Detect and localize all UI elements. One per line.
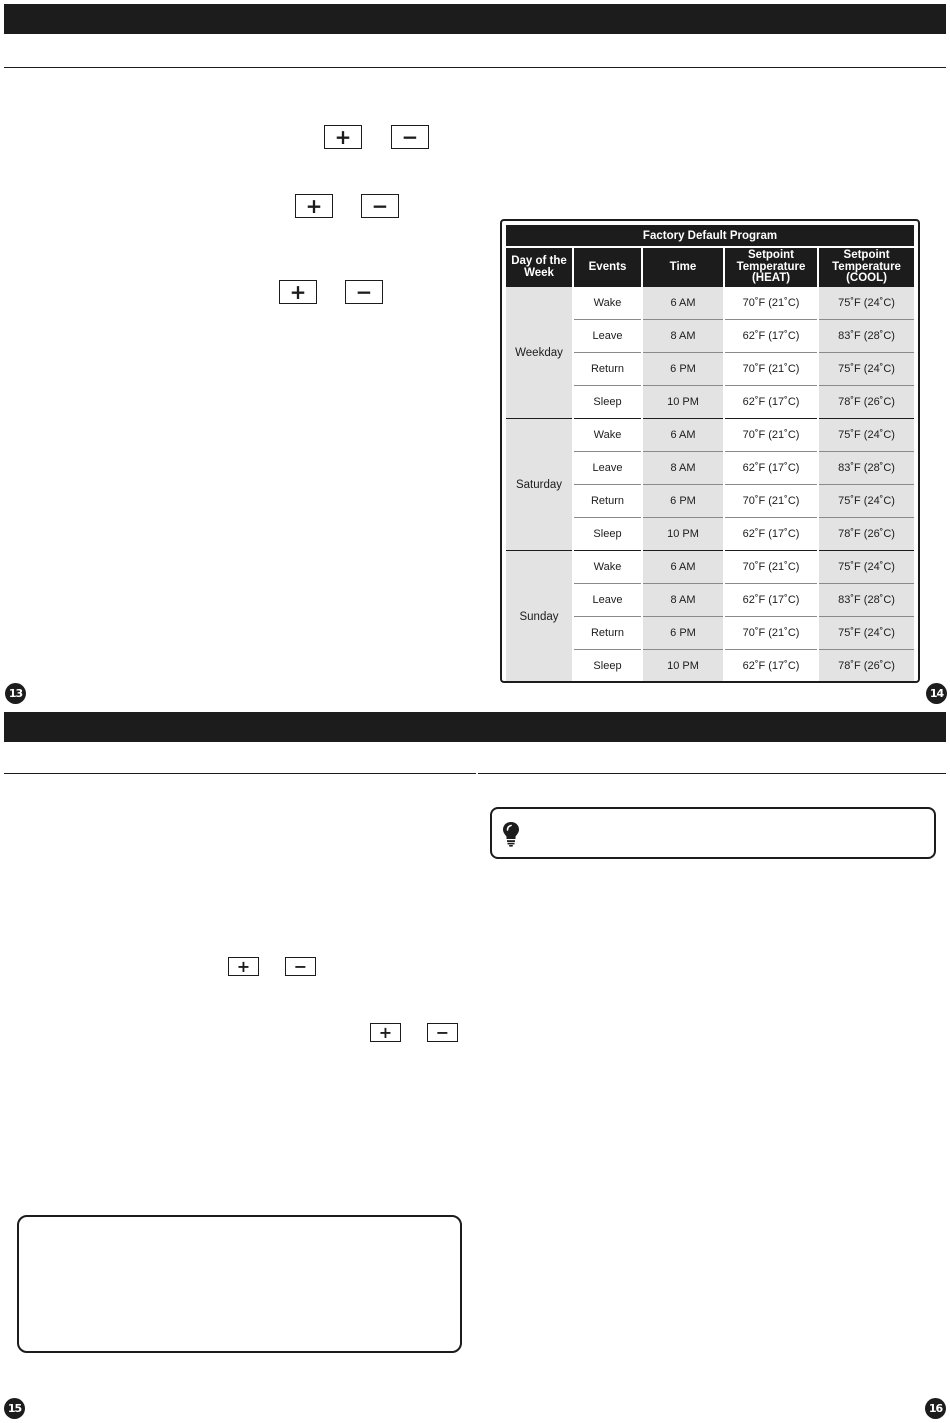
- minus-button-3[interactable]: −: [345, 280, 383, 304]
- lightbulb-icon: [502, 821, 520, 847]
- event-cell: Sleep: [573, 386, 642, 419]
- heat-cell: 70˚F (21˚C): [724, 485, 818, 518]
- section-rule-top: [4, 67, 946, 68]
- cool-cell: 78˚F (26˚C): [818, 386, 914, 419]
- day-cell: Weekday: [506, 287, 573, 419]
- heat-cell: 70˚F (21˚C): [724, 419, 818, 452]
- cool-cell: 75˚F (24˚C): [818, 551, 914, 584]
- note-callout: [17, 1215, 462, 1353]
- page-number-16: 16: [925, 1398, 946, 1419]
- event-cell: Leave: [573, 452, 642, 485]
- event-cell: Wake: [573, 551, 642, 584]
- header-events: Events: [573, 247, 642, 287]
- header-heat: Setpoint Temperature (HEAT): [724, 247, 818, 287]
- header-cool: Setpoint Temperature (COOL): [818, 247, 914, 287]
- time-cell: 10 PM: [642, 650, 724, 683]
- tip-callout: [490, 807, 936, 859]
- cool-cell: 78˚F (26˚C): [818, 518, 914, 551]
- time-cell: 6 PM: [642, 617, 724, 650]
- heat-cell: 70˚F (21˚C): [724, 617, 818, 650]
- cool-cell: 75˚F (24˚C): [818, 485, 914, 518]
- cool-cell: 83˚F (28˚C): [818, 584, 914, 617]
- heat-cell: 62˚F (17˚C): [724, 320, 818, 353]
- event-cell: Wake: [573, 287, 642, 320]
- time-cell: 10 PM: [642, 386, 724, 419]
- table-title: Factory Default Program: [506, 225, 914, 247]
- section-rule-bottom-right: [478, 773, 946, 774]
- time-cell: 6 AM: [642, 287, 724, 320]
- factory-default-program-table: [500, 219, 920, 683]
- event-cell: Wake: [573, 419, 642, 452]
- header-time: Time: [642, 247, 724, 287]
- heat-cell: 70˚F (21˚C): [724, 287, 818, 320]
- heat-cell: 62˚F (17˚C): [724, 650, 818, 683]
- event-cell: Leave: [573, 584, 642, 617]
- time-cell: 6 AM: [642, 419, 724, 452]
- table-row: [506, 551, 914, 584]
- cool-cell: 83˚F (28˚C): [818, 452, 914, 485]
- cool-cell: 75˚F (24˚C): [818, 419, 914, 452]
- plus-button-3[interactable]: +: [279, 280, 317, 304]
- day-cell: Sunday: [506, 551, 573, 683]
- program-table: [506, 225, 914, 682]
- event-cell: Return: [573, 353, 642, 386]
- minus-button-5[interactable]: −: [427, 1023, 458, 1042]
- plus-button-2[interactable]: +: [295, 194, 333, 218]
- event-cell: Leave: [573, 320, 642, 353]
- minus-button-2[interactable]: −: [361, 194, 399, 218]
- plus-button-1[interactable]: +: [324, 125, 362, 149]
- time-cell: 10 PM: [642, 518, 724, 551]
- cool-cell: 75˚F (24˚C): [818, 353, 914, 386]
- minus-button-1[interactable]: −: [391, 125, 429, 149]
- header-band-top: [4, 4, 946, 34]
- event-cell: Return: [573, 485, 642, 518]
- time-cell: 8 AM: [642, 320, 724, 353]
- header-day: Day of the Week: [506, 247, 573, 287]
- page-number-15: 15: [4, 1398, 25, 1419]
- page-number-14: 14: [926, 683, 947, 704]
- time-cell: 6 PM: [642, 353, 724, 386]
- table-row: [506, 287, 914, 320]
- day-cell: Saturday: [506, 419, 573, 551]
- plus-button-4[interactable]: +: [228, 957, 259, 976]
- cool-cell: 83˚F (28˚C): [818, 320, 914, 353]
- event-cell: Sleep: [573, 518, 642, 551]
- plus-button-5[interactable]: +: [370, 1023, 401, 1042]
- event-cell: Sleep: [573, 650, 642, 683]
- cool-cell: 75˚F (24˚C): [818, 287, 914, 320]
- time-cell: 6 AM: [642, 551, 724, 584]
- page-number-13: 13: [5, 683, 26, 704]
- heat-cell: 62˚F (17˚C): [724, 386, 818, 419]
- event-cell: Return: [573, 617, 642, 650]
- cool-cell: 75˚F (24˚C): [818, 617, 914, 650]
- minus-button-4[interactable]: −: [285, 957, 316, 976]
- heat-cell: 62˚F (17˚C): [724, 518, 818, 551]
- cool-cell: 78˚F (26˚C): [818, 650, 914, 683]
- time-cell: 8 AM: [642, 452, 724, 485]
- section-rule-bottom-left: [4, 773, 476, 774]
- time-cell: 8 AM: [642, 584, 724, 617]
- table-row: [506, 419, 914, 452]
- time-cell: 6 PM: [642, 485, 724, 518]
- heat-cell: 70˚F (21˚C): [724, 551, 818, 584]
- header-band-bottom: [4, 712, 946, 742]
- heat-cell: 70˚F (21˚C): [724, 353, 818, 386]
- heat-cell: 62˚F (17˚C): [724, 584, 818, 617]
- heat-cell: 62˚F (17˚C): [724, 452, 818, 485]
